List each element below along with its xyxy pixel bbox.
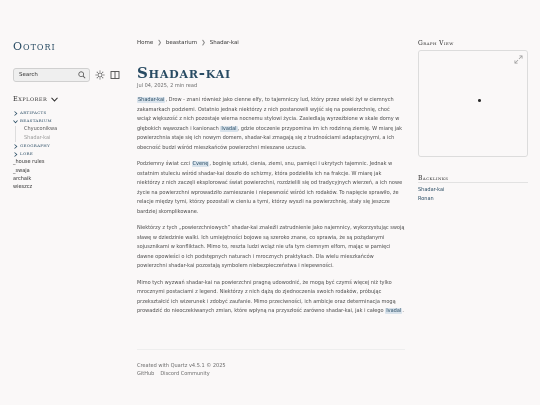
footer-link-discord[interactable]: Discord Community (160, 371, 210, 377)
explorer-toggle[interactable] (13, 95, 58, 103)
paragraph (137, 279, 405, 317)
paragraph (137, 160, 405, 217)
backlinks-list (418, 186, 444, 204)
folder-label: beastarium (20, 117, 52, 124)
footer-credit: Created with Quartz v4.5.1 © 2025 (137, 363, 226, 369)
paragraph-text: , Drow - znani również jako cienne elfy, to tajemniczy lud, który przez wieki żył w ciemnych zakamarkach podziemi. Ostatnio jednak niektórzy z nich postanowili wyjść się na powierzchnię, choć wciąż większość z nich pozostaje wierna nocnemu stylowi życia. Zasiedlają wyrzeźbione w skale domy w głębokich wąwozach i kanionach (137, 97, 400, 132)
chevron-down-icon (51, 97, 58, 102)
paragraph-text: Mimo tych wyzwań shadar-kai na powierzchni pragną udowodnić, że mogą być czymś więcej niż tylko mrocznymi postaciami z legend. Niektórzy z nich dążą do zjednoczenia swoich rodaków, próbując przekształcić ich wizerunek i zdobyć zaufanie. Mimo przeciwności, ich ambicje oraz determinacja mogą prowadzić do nieoczekiwanych zmian, które wpłyną na przyszłość zarówno shadar-kai, jak i całego (137, 279, 396, 314)
folder-label: lore (20, 151, 34, 158)
footer-link-github[interactable]: GitHub (137, 371, 155, 377)
graph-view[interactable] (418, 50, 528, 157)
paragraph-text: , gdzie otoczenie przypomina im ich rodzinną ziemię. W miarę jak powierzchnia staje się ich nowym domem, shadar-kai zmagają się z trudnościami adaptacyjnymi, a ich obecność budzi wśród mieszkańców powierzchni mieszane uczucia. (137, 125, 403, 151)
folder-lore[interactable] (13, 150, 57, 158)
explorer-tree (13, 109, 57, 192)
explorer-item-house-rules[interactable]: _house rules (13, 159, 45, 166)
paragraph (137, 96, 405, 153)
internal-link[interactable]: Shadar-kai (138, 97, 165, 103)
explorer-item-wieszcz[interactable]: wieszcz (13, 184, 33, 191)
site-title[interactable]: Ootori (13, 40, 56, 53)
paragraph: Niektórzy z tych „powierzchniowych” shadar-kai znaleźli zatrudnienie jako najemnicy, wykorzystując swoją sławę w dziedzinie walki. Ich umiejętności bojowe są szeroko znane, co sprawia, że są pożądanymi sojusznikami w konfliktach. Mimo to, reszta ludzi wciąż nie ufa tym ciemnym elfom, mając w pamięci dawne opowieści o ich podstępnych naturach i mrocznych praktykach. Dla wielu mieszkańców powierzchni shadar-kai pozostają symbolem niebezpieczeństwa i niepewności. (137, 225, 405, 269)
chevron-right-icon (13, 144, 18, 149)
reader-mode-icon[interactable] (110, 70, 120, 80)
folder-beastarium[interactable] (13, 117, 57, 125)
internal-link[interactable]: Ivadal (221, 125, 237, 132)
paragraph-text: . (402, 308, 404, 314)
paragraph-text: Podziemny świat czci (137, 161, 192, 167)
breadcrumb-separator: ❯ (157, 40, 162, 46)
paragraph-text: , boginię sztuki, cienia, ziemi, snu, pamięci i ukrytych tajemnic. Jednak w ostatnim stuleciu wśród shadar-kai doszło do schizmy, która podzieliła ich na frakcje. W miarę jak niektórzy z nich zaczęli eksplorować świat powierzchni, rozdzielili się od tradycyjnych wierzeń, a ich nowe życie na powierzchni wprowadziło zamieszanie i niepewność wśród ich rodaków. To napięcie sprawiło, że relacje między tymi, którzy pozostali w cieniu a tymi, którzy wyszli na powierzchnię, stały się jeszcze bardziej skomplikowane. (137, 161, 403, 215)
backlink-item[interactable]: Ronan (418, 196, 434, 202)
article-meta: Jul 04, 2025, 2 min read (137, 83, 198, 89)
folder-label: artifacts (20, 109, 47, 116)
breadcrumb (137, 40, 239, 46)
folder-label: geography (20, 142, 51, 149)
page-title: Shadar-kai (137, 64, 231, 82)
sun-icon[interactable] (95, 70, 105, 80)
internal-link[interactable]: Ivadal (386, 308, 402, 314)
backlinks-divider (418, 182, 528, 183)
breadcrumb-separator: ❯ (201, 40, 206, 46)
search-icon (78, 71, 86, 79)
chevron-down-icon (13, 119, 18, 124)
search-label: Search (19, 72, 38, 78)
explorer-item-shadar-kai[interactable]: Shadar-kai (24, 134, 51, 141)
breadcrumb-home[interactable]: Home (137, 40, 154, 46)
explorer-item-swaja[interactable]: _swaja (13, 167, 30, 174)
search-row (13, 68, 120, 82)
expand-graph-icon[interactable] (514, 55, 523, 64)
graph-view-title: Graph View (418, 40, 454, 47)
footer (137, 362, 226, 378)
explorer-item-archaik[interactable]: archaik (13, 176, 32, 183)
backlink-item[interactable]: Shadar-kai (418, 187, 445, 193)
backlinks-title: Backlinks (418, 175, 449, 182)
beastarium-children (15, 126, 57, 143)
footer-divider (137, 349, 405, 350)
article-body (137, 96, 405, 324)
chevron-right-icon (13, 111, 18, 116)
breadcrumb-section[interactable]: beastarium (165, 40, 198, 46)
graph-node-current[interactable] (478, 99, 481, 102)
breadcrumb-current: Shadar-kai (209, 40, 239, 46)
folder-artifacts[interactable] (13, 109, 57, 117)
folder-geography[interactable] (13, 142, 57, 150)
explorer-title: Explorer (13, 95, 48, 103)
search-input[interactable] (13, 68, 90, 82)
chevron-right-icon (13, 152, 18, 157)
internal-link[interactable]: Cvenę (192, 161, 209, 167)
footer-links (137, 370, 226, 378)
explorer-item-chyuconikwa[interactable]: Chyuconikwa (24, 126, 58, 133)
